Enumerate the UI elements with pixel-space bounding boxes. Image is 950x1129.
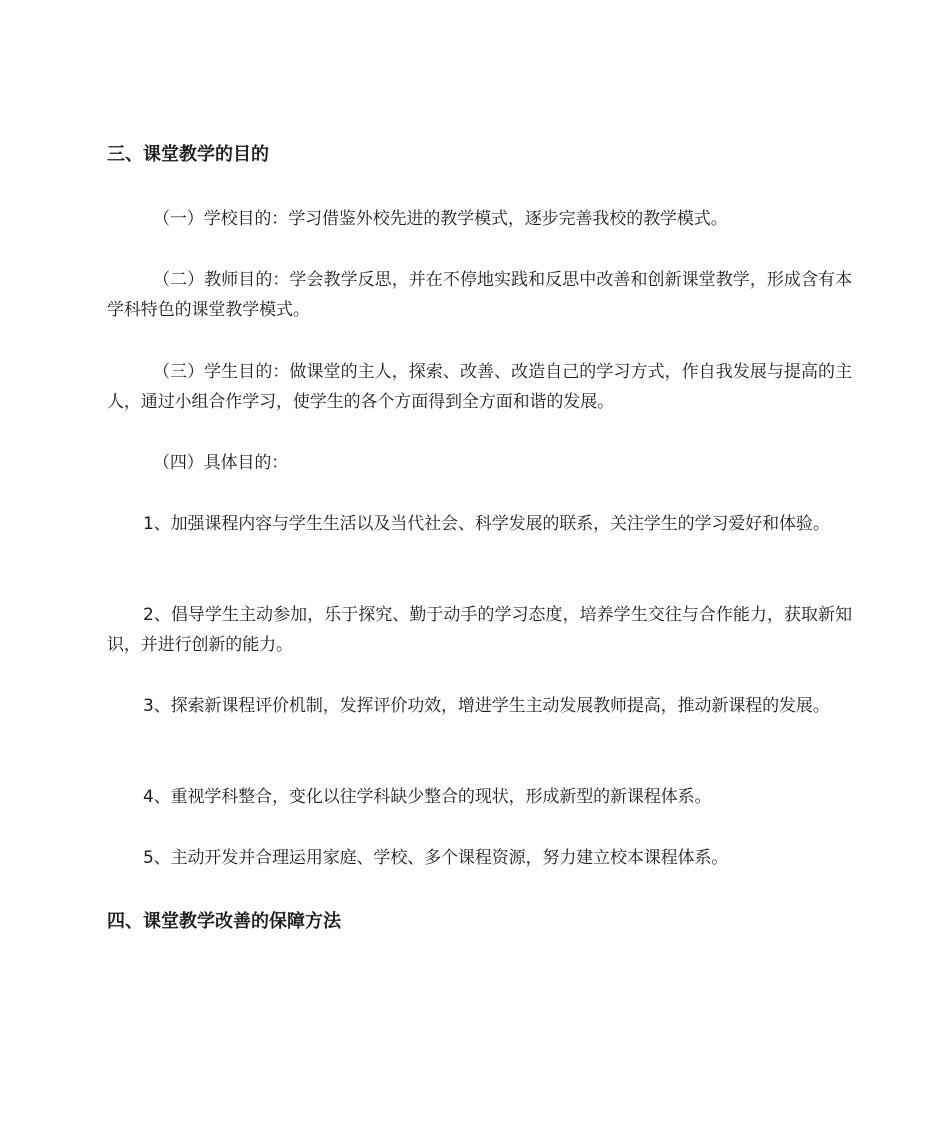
list-item-goal-1: 1、加强课程内容与学生生活以及当代社会、科学发展的联系，关注学生的学习爱好和体验。 <box>143 514 830 534</box>
section-4-heading: 四、课堂教学改善的保障方法 <box>107 911 341 932</box>
list-item-goal-2: 2、倡导学生主动参加，乐于探究、勤于动手的学习态度，培养学生交往与合作能力，获取新知识，并进行创新的能力。 <box>107 605 852 655</box>
section-3-heading: 三、课堂教学的目的 <box>107 144 269 165</box>
list-item-goal-4: 4、重视学科整合，变化以往学科缺少整合的现状，形成新型的新课程体系。 <box>143 787 712 807</box>
paragraph-student-goal: （三）学生目的：做课堂的主人，探索、改善、改造自己的学习方式，作自我发展与提高的主人，通过小组合作学习，使学生的各个方面得到全方面和谐的发展。 <box>107 362 852 412</box>
paragraph-specific-goals: （四）具体目的： <box>153 453 289 473</box>
list-item-goal-5: 5、主动开发并合理运用家庭、学校、多个课程资源，努力建立校本课程体系。 <box>143 848 729 868</box>
paragraph-teacher-goal: （二）教师目的：学会教学反思，并在不停地实践和反思中改善和创新课堂教学，形成含有本学科特色的课堂教学模式。 <box>107 270 852 320</box>
list-item-goal-3: 3、探索新课程评价机制，发挥评价功效，增进学生主动发展教师提高，推动新课程的发展。 <box>143 696 830 716</box>
paragraph-school-goal: （一）学校目的：学习借鉴外校先进的教学模式，逐步完善我校的教学模式。 <box>153 209 728 229</box>
